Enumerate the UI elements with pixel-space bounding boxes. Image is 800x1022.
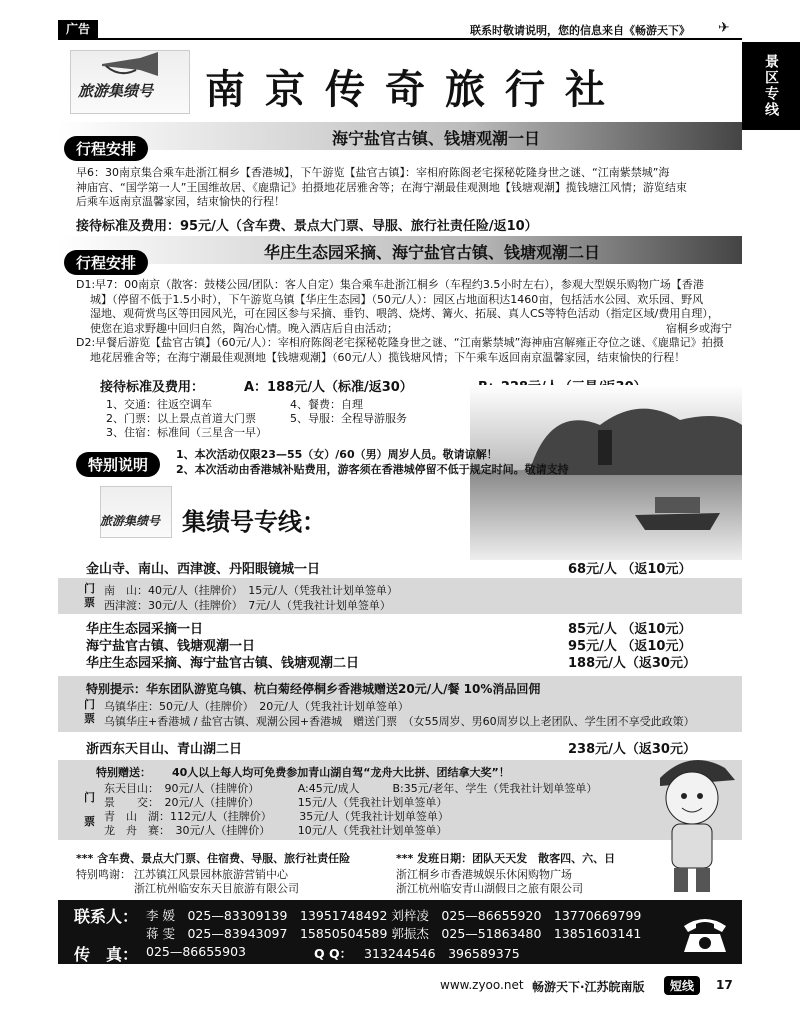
r3-gift: 40人以上每人均可免费参加青山湖自驾“龙舟大比拼、团结拿大奖”！ (172, 766, 510, 779)
r2-c: 华庄生态园采摘、海宁盐官古镇、钱塘观潮二日 (86, 656, 360, 671)
trip2-desc: D1:早7：00南京（散客：鼓楼公园/团队：客人自定）集合乘车赴浙江桐乡（车程约3.5小时左右），参观大型娱乐购物广场【香港 城】（停留不低于1.5小时），下午游览乌镇【华庄生态园】（50元/人）：园区占地面积达1460亩，包括活水公园、欢乐园、野风 湿地、观荷赏鸟区等田园风光，可在园区参与采摘、垂钓、喂鸽、烧烤、篝火、拓展、真人CS等特色活动（指定区域/费用自理）， 使您在追求野趣中回归自然，陶冶心情。晚入酒店后自由活动； 宿桐乡或海宁 D2:早餐后游览【盐官古镇】（60元/人）：宰相府陈阁老宅探秘乾隆身世之谜、“江南紫禁城”海神庙宫解雍正夺位之谜、《鹿鼎记》拍摄 地花居雅舍等；在海宁潮最佳观测地【钱塘观潮】（60元/人）揽钱塘风情；下午乘车返回南京温馨家园，结束愉快的行程！ (76, 278, 732, 364)
svc-5: 5、导服：全程导游服务 (290, 412, 407, 425)
svc-4: 4、餐费：自理 (290, 398, 363, 411)
thanks-4: 浙江杭州临安青山湖假日之旅有限公司 (396, 882, 583, 895)
trip2-price-label: 接待标准及费用： (100, 380, 205, 395)
trip1-badge: 行程安排 (64, 136, 148, 161)
special-badge: 特别说明 (76, 452, 160, 477)
r1-price: 68元/人 （返10元） (568, 562, 692, 577)
r1-title: 金山寺、南山、西津渡、丹阳眼镜城一日 (86, 562, 321, 577)
telephone-icon (680, 912, 730, 954)
r2-tip: 特别提示：华东团队游览乌镇、杭白菊经停桐乡香港城赠送20元/人/餐 10%消品回佣 (86, 682, 541, 696)
r2-c-price: 188元/人（返30元） (568, 656, 696, 671)
fax-label: 传 真： (74, 945, 139, 964)
svc-2: 2、门票：以上景点首道大门票 (106, 412, 256, 425)
trip1-title: 海宁盐官古镇、钱塘观潮一日 (332, 129, 541, 148)
qq-label: Q Q： (314, 946, 353, 961)
trip1-desc: 早6：30南京集合乘车赴浙江桐乡【香港城】，下午游览【盐官古镇】：宰相府陈阁老宅探秘乾隆身世之谜、“江南紫禁城”海 神庙宫、“国学第一人”王国维故居、《鹿鼎记》拍摄地花居雅舍等；在海宁潮最佳观测地【钱塘观潮】揽钱塘江风情；游览结束 后乘车返南京温馨家园，结束愉快的行程！ (76, 166, 687, 208)
r1-menpiao: 门票 (84, 582, 95, 609)
r2-b: 海宁盐官古镇、钱塘观潮一日 (86, 639, 256, 654)
r1-ticket-2: 西津渡：30元/人（挂牌价） 7元/人（凭我社计划单签单） (104, 599, 391, 612)
thanks-label: 特别鸣谢： (76, 868, 131, 881)
footer-tag: 短线 (664, 976, 700, 995)
r2-a-price: 85元/人 （返10元） (568, 622, 692, 637)
thanks-1: 江苏镇江风景园林旅游营销中心 (134, 868, 288, 881)
fax-number: 025—86655903 (146, 944, 246, 959)
contact-row-1: 李 媛 025—83309139 13951748492 刘梓凌 025—86655920 13770669799 (146, 908, 642, 923)
svc-3: 3、住宿：标准间（三星含一早） (106, 426, 267, 439)
header-note: 联系时敬请说明，您的信息来自《畅游天下》 (470, 24, 690, 37)
r3-ticket-4: 龙 舟 赛： 30元/人（挂牌价） 10元/人（凭我社计划单签单） (104, 824, 448, 837)
r3-ticket-2: 景 交： 20元/人（挂牌价） 15元/人（凭我社计划单签单） (104, 796, 448, 809)
footer-site: www.zyoo.net (440, 978, 524, 992)
side-tab: 景区专线 (742, 42, 800, 130)
trip2-badge: 行程安排 (64, 250, 148, 275)
thanks-2: 浙江杭州临安东天目旅游有限公司 (134, 882, 299, 895)
r3-ticket-3: 青 山 湖：112元/人（挂牌价） 35元/人（凭我社计划单签单） (104, 810, 449, 823)
r1-ticket-1: 南 山：40元/人（挂牌价） 15元/人（凭我社计划单签单） (104, 584, 398, 597)
thanks-3: 浙江桐乡市香港城娱乐休闲购物广场 (396, 868, 572, 881)
company-name: 南京传奇旅行社 (205, 66, 625, 113)
notes-includes: *** 含车费、景点大门票、住宿费、导服、旅行社责任险 (76, 852, 351, 865)
trip2-price-a: A：188元/人（标准/返30） (244, 380, 413, 395)
notes-departure: *** 发班日期：团队天天发 散客四、六、日 (396, 852, 616, 865)
footer-mag: 畅游天下·江苏皖南版 (532, 980, 645, 994)
trip2-title: 华庄生态园采摘、海宁盐官古镇、钱塘观潮二日 (264, 243, 601, 262)
r3-title: 浙西东天目山、青山湖二日 (86, 742, 243, 757)
logo-text: 旅游集绩号 (78, 82, 154, 100)
r3-price: 238元/人（返30元） (568, 742, 696, 757)
contact-label: 联系人： (74, 907, 139, 926)
r2-ticket-2: 乌镇华庄+香港城 / 盐官古镇、观潮公园+香港城 赠送门票 （女55周岁、男60周岁以上老团队、学生团不享受此政策） (104, 715, 695, 728)
jixu-title: 集绩号专线： (182, 508, 326, 536)
qq-number: 313244546 396589375 (364, 946, 520, 961)
r3-menpiao: 门票 (84, 791, 95, 828)
r2-ticket-1: 乌镇华庄：50元/人（挂牌价） 20元/人（凭我社计划单签单） (104, 700, 409, 713)
contact-row-2: 蒋 雯 025—83943097 15850504589 郭振杰 025—51863480 13851603141 (146, 926, 642, 941)
ad-tag: 广告 (58, 20, 98, 38)
cartoon-boy-icon (640, 748, 742, 898)
r2-b-price: 95元/人 （返10元） (568, 639, 692, 654)
mascot-icon: ✈ (718, 20, 730, 36)
logo-small-text: 旅游集绩号 (100, 514, 161, 528)
special-1: 1、本次活动仅限23—55（女）/60（男）周岁人员。敬请谅解！ (176, 448, 498, 461)
trip1-price: 接待标准及费用：95元/人（含车费、景点大门票、导服、旅行社责任险/返10） (76, 219, 538, 234)
horn-icon (100, 52, 160, 78)
special-2: 2、本次活动由香港城补贴费用，游客须在香港城停留不低于规定时间。敬请支持 (176, 463, 569, 476)
r3-gift-label: 特别赠送： (96, 766, 151, 779)
r2-a: 华庄生态园采摘一日 (86, 622, 204, 637)
page-number: 17 (716, 978, 733, 992)
r2-menpiao: 门票 (84, 698, 95, 725)
r3-ticket-1: 东天目山： 90元/人（挂牌价） A:45元/成人 B:35元/老年、学生（凭我社计划单签单） (104, 782, 598, 795)
svc-1: 1、交通：往返空调车 (106, 398, 212, 411)
